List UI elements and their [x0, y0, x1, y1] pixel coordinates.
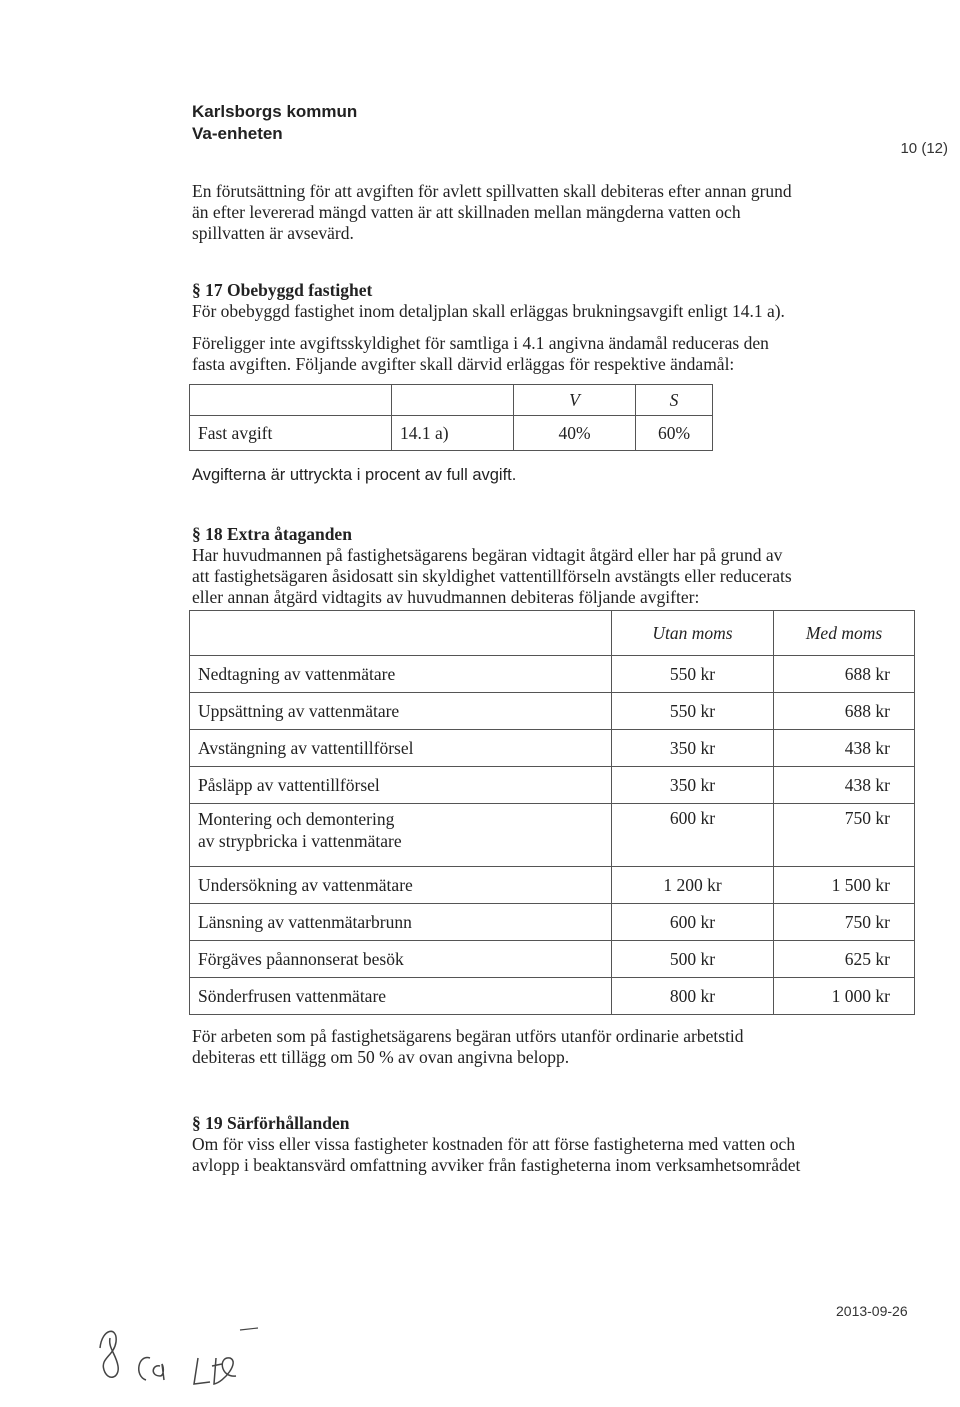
service-name: Avstängning av vattentillförsel — [190, 730, 612, 767]
section-17-line: För obebyggd fastighet inom detaljplan skall erläggas brukningsavgift enligt 14.1 a). — [192, 301, 785, 321]
table-row — [190, 416, 713, 451]
table-row — [190, 867, 915, 904]
section-18-heading: § 18 Extra åtaganden — [192, 524, 352, 544]
document-header — [192, 101, 357, 145]
service-name: Sönderfrusen vattenmätare — [190, 978, 612, 1015]
fee-reference: 14.1 a) — [392, 416, 514, 451]
price-excl-vat: 350 kr — [612, 730, 774, 767]
section-17-line: fasta avgiften. Följande avgifter skall därvid erläggas för respektive ändamål: — [192, 354, 735, 374]
overtime-line: För arbeten som på fastighetsägarens begäran utförs utanför ordinarie arbetstid — [192, 1026, 744, 1046]
price-excl-vat: 1 200 kr — [612, 867, 774, 904]
section-17-heading: § 17 Obebyggd fastighet — [192, 280, 373, 300]
price-excl-vat: 600 kr — [612, 904, 774, 941]
table-header-row — [190, 385, 713, 416]
overtime-note — [192, 1026, 892, 1068]
price-incl-vat: 625 kr — [774, 941, 915, 978]
section-19-line: Om för viss eller vissa fastigheter kostnaden för att förse fastigheterna med vatten och — [192, 1134, 796, 1154]
table-row — [190, 978, 915, 1015]
overtime-line: debiteras ett tillägg om 50 % av ovan angivna belopp. — [192, 1047, 570, 1067]
intro-line: En förutsättning för att avgiften för avlett spillvatten skall debiteras efter annan grund — [192, 181, 792, 201]
fee-note: Avgifterna är uttryckta i procent av full avgift. — [192, 466, 517, 484]
fee-label: Fast avgift — [190, 416, 392, 451]
section-18-line: eller annan åtgärd vidtagits av huvudmannen debiteras följande avgifter: — [192, 587, 700, 607]
handwritten-signature — [90, 1318, 290, 1398]
price-excl-vat: 600 kr — [612, 804, 774, 867]
price-incl-vat: 750 kr — [774, 804, 915, 867]
section-18-line: att fastighetsägaren åsidosatt sin skyldighet vattentillförseln avstängts eller reducerats — [192, 566, 792, 586]
table-row — [190, 693, 915, 730]
price-incl-vat: 1 000 kr — [774, 978, 915, 1015]
header-cell — [190, 385, 392, 416]
header-cell-v: V — [514, 385, 636, 416]
document-date: 2013-09-26 — [836, 1303, 908, 1319]
price-excl-vat: 500 kr — [612, 941, 774, 978]
price-incl-vat: 750 kr — [774, 904, 915, 941]
price-incl-vat: 1 500 kr — [774, 867, 915, 904]
table-row — [190, 730, 915, 767]
price-incl-vat: 688 kr — [774, 656, 915, 693]
section-18-line: Har huvudmannen på fastighetsägarens begäran vidtagit åtgärd eller har på grund av — [192, 545, 783, 565]
table-header-row — [190, 611, 915, 656]
price-incl-vat: 688 kr — [774, 693, 915, 730]
header-cell-s: S — [636, 385, 713, 416]
fixed-fee-table — [189, 384, 713, 451]
service-name: Nedtagning av vattenmätare — [190, 656, 612, 693]
intro-line: än efter levererad mängd vatten är att skillnaden mellan mängderna vatten och — [192, 202, 741, 222]
organization-name: Karlsborgs kommun — [192, 102, 358, 121]
header-cell — [190, 611, 612, 656]
service-name: Undersökning av vattenmätare — [190, 867, 612, 904]
service-name: Uppsättning av vattenmätare — [190, 693, 612, 730]
fee-v-percent: 40% — [514, 416, 636, 451]
header-incl-vat: Med moms — [774, 611, 915, 656]
price-incl-vat: 438 kr — [774, 767, 915, 804]
price-excl-vat: 350 kr — [612, 767, 774, 804]
table-row — [190, 804, 915, 867]
section-19-heading: § 19 Särförhållanden — [192, 1113, 350, 1133]
service-name: Länsning av vattenmätarbrunn — [190, 904, 612, 941]
price-excl-vat: 800 kr — [612, 978, 774, 1015]
service-name: Förgäves påannonserat besök — [190, 941, 612, 978]
section-17-line: Föreligger inte avgiftsskyldighet för samtliga i 4.1 angivna ändamål reduceras den — [192, 333, 769, 353]
fee-s-percent: 60% — [636, 416, 713, 451]
table-row — [190, 941, 915, 978]
department-name: Va-enheten — [192, 124, 283, 143]
extra-fees-table — [189, 610, 915, 1015]
section-17 — [192, 280, 892, 375]
service-name: Montering och demontering av strypbricka i vattenmätare — [190, 804, 612, 867]
price-incl-vat: 438 kr — [774, 730, 915, 767]
header-cell — [392, 385, 514, 416]
price-excl-vat: 550 kr — [612, 656, 774, 693]
intro-line: spillvatten är avsevärd. — [192, 223, 354, 243]
section-19-line: avlopp i beaktansvärd omfattning avviker från fastigheterna inom verksamhetsområdet — [192, 1155, 801, 1175]
table-row — [190, 767, 915, 804]
section-19 — [192, 1113, 892, 1176]
page-number: 10 (12) — [900, 140, 948, 157]
section-18 — [192, 524, 892, 608]
intro-paragraph — [192, 181, 892, 244]
service-name: Påsläpp av vattentillförsel — [190, 767, 612, 804]
price-excl-vat: 550 kr — [612, 693, 774, 730]
table-row — [190, 904, 915, 941]
table-row — [190, 656, 915, 693]
header-excl-vat: Utan moms — [612, 611, 774, 656]
